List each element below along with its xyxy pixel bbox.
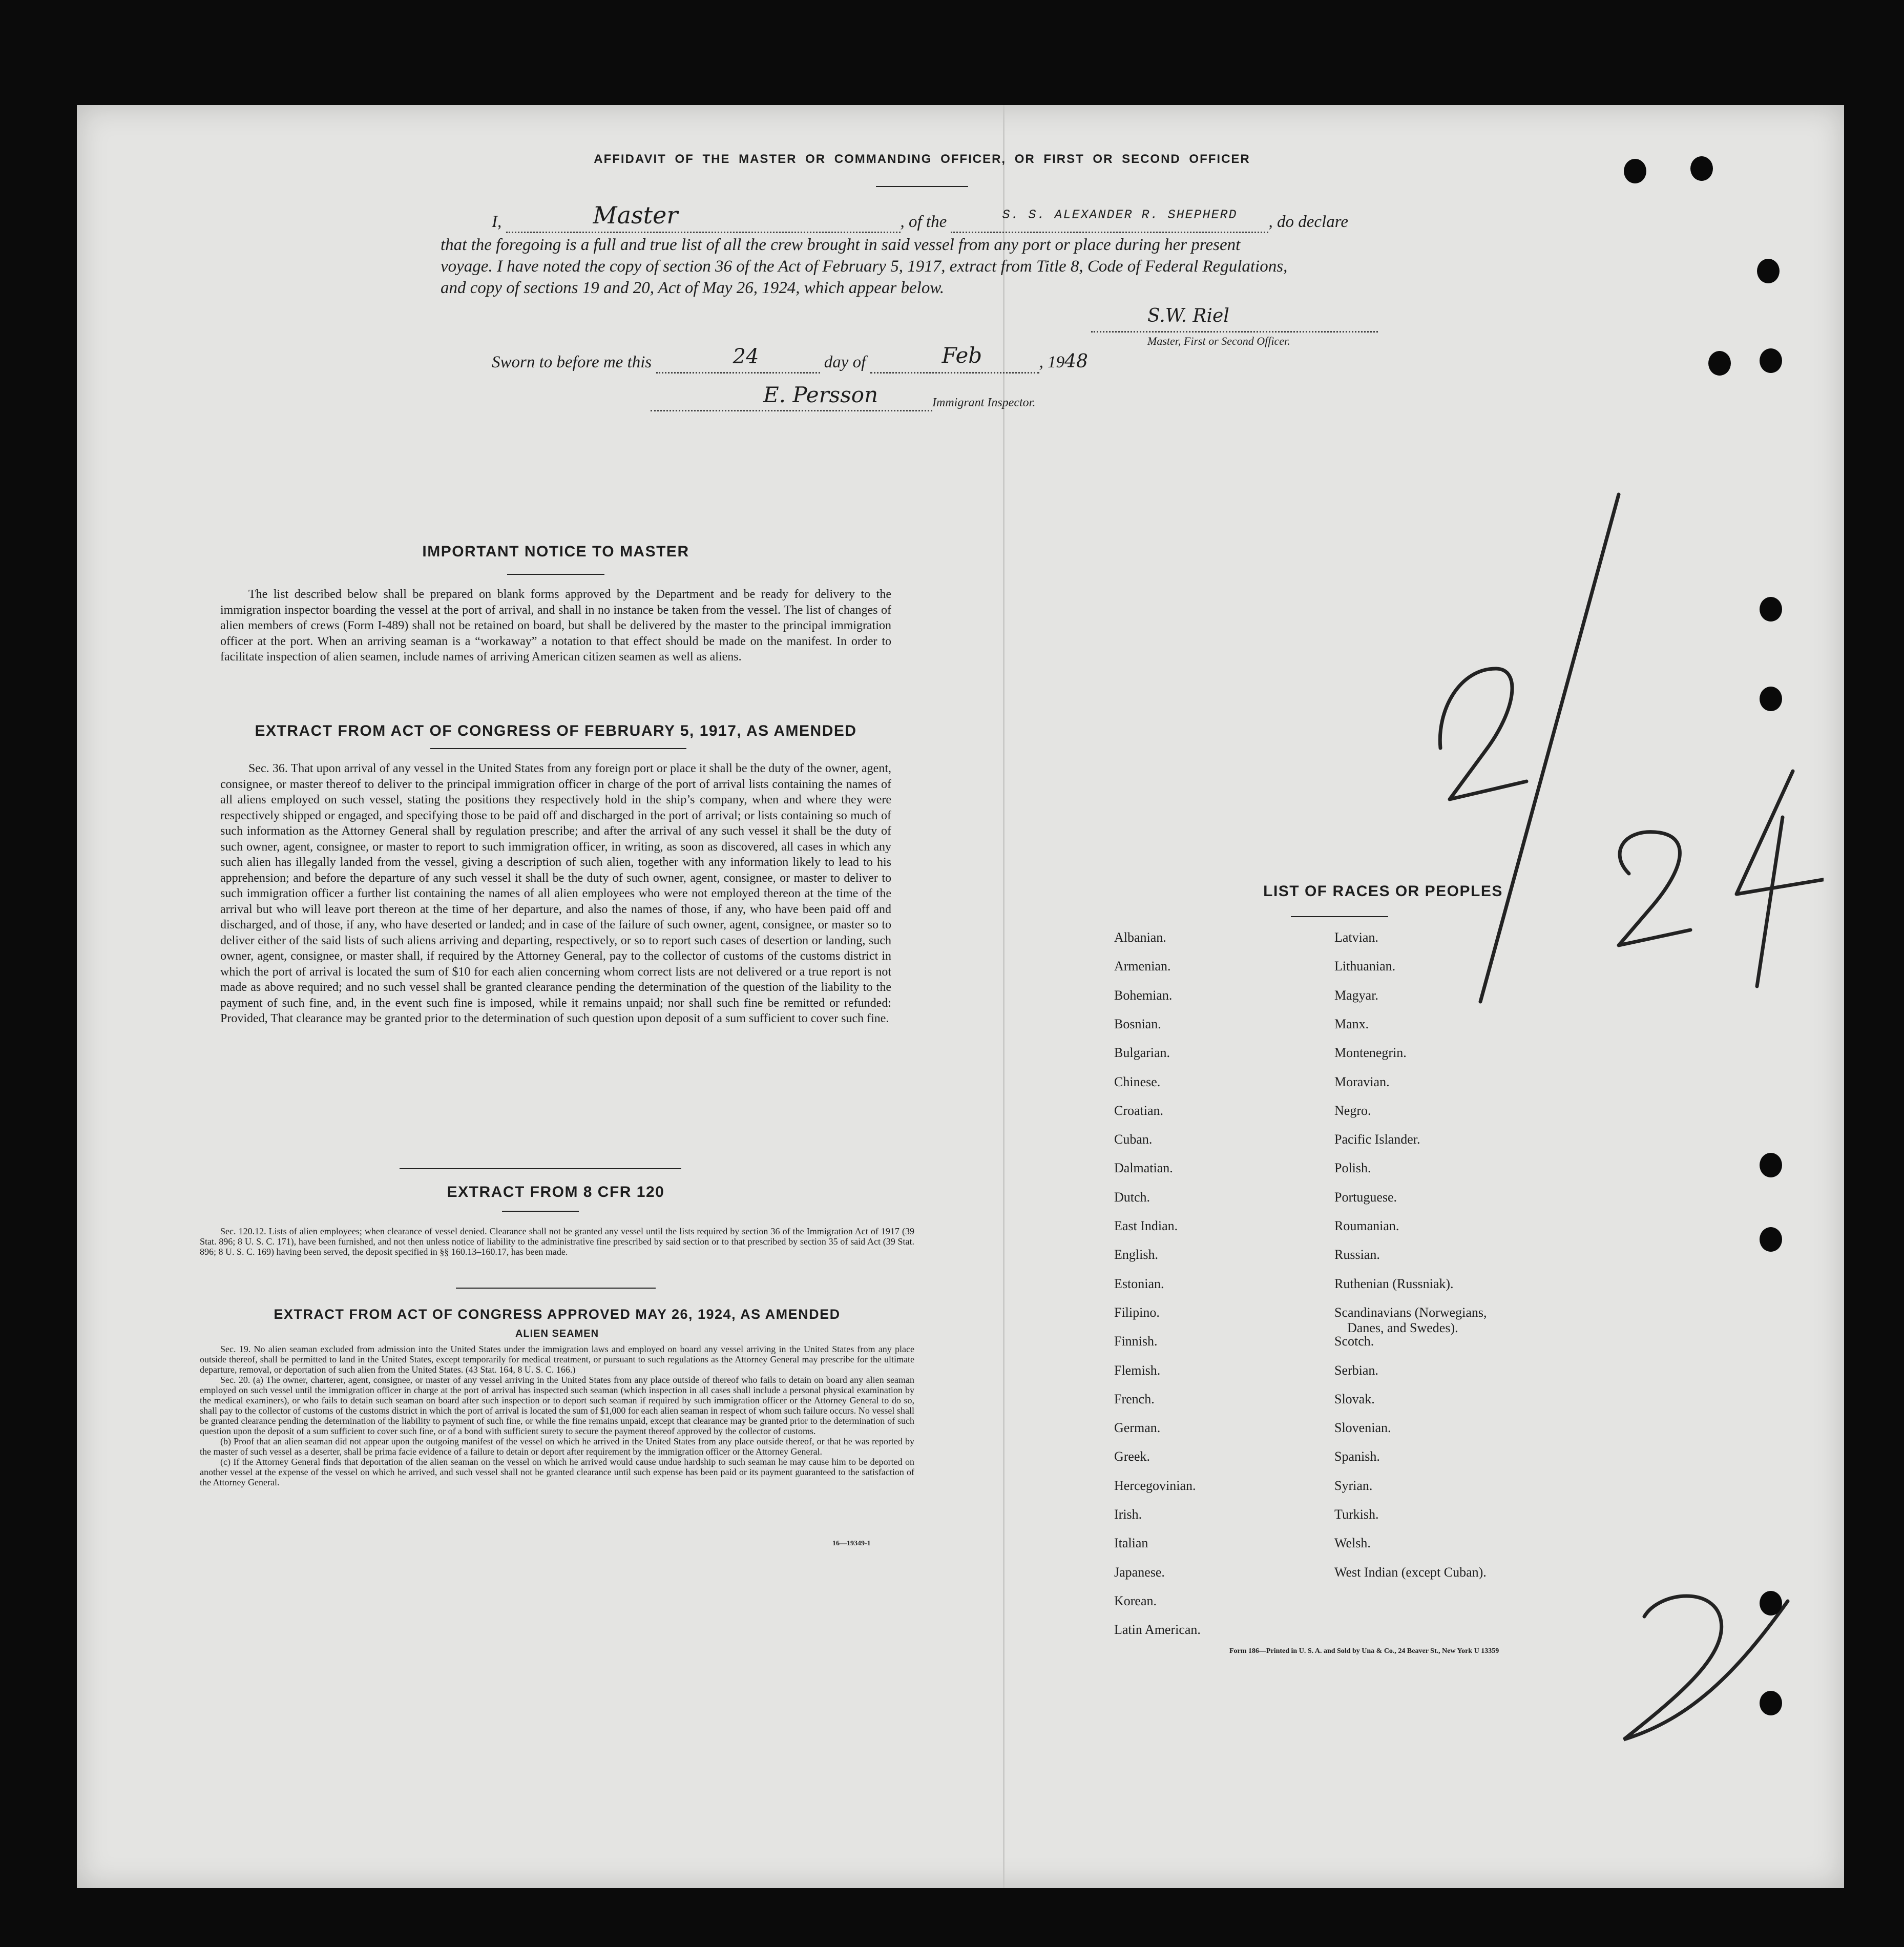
year-suffix: 48 bbox=[1064, 351, 1088, 372]
vessel-field bbox=[951, 208, 1268, 233]
race-item: Italian bbox=[1114, 1536, 1148, 1551]
race-item: Dutch. bbox=[1114, 1189, 1150, 1205]
race-item: Greek. bbox=[1114, 1449, 1150, 1464]
race-item: Portuguese. bbox=[1334, 1189, 1397, 1205]
date-stroke-2b bbox=[1619, 832, 1690, 945]
do-declare-text: , do declare bbox=[1268, 213, 1348, 231]
race-item: Danes, and Swedes). bbox=[1347, 1320, 1458, 1335]
race-item: English. bbox=[1114, 1247, 1158, 1262]
race-item: Armenian. bbox=[1114, 959, 1171, 974]
race-item: Hercegovinian. bbox=[1114, 1478, 1196, 1493]
race-item: Russian. bbox=[1334, 1247, 1380, 1262]
extract-1924-rule bbox=[456, 1288, 656, 1289]
sec20c-text: (c) If the Attorney General finds that deportation of the alien seaman on the vessel on which he arrived would cause undue hardship to such seaman he may cause him to be deported on another vessel at the expense of the vessel on which he arrived, and such vessel shall not be granted clearance until such expense has been paid or its payment guaranteed to the satisfaction of the Attorney General. bbox=[200, 1457, 914, 1487]
punch-hole bbox=[1624, 159, 1646, 183]
race-item: Syrian. bbox=[1334, 1478, 1373, 1493]
race-item: Irish. bbox=[1114, 1507, 1142, 1522]
sec19-text: Sec. 19. No alien seaman excluded from admission into the United States under the immigration laws and employed on board any vessel arriving in the United States from any place outside thereof, shall be permitted to land in the United States, except temporarily for medical treatment, or pursuant to such regulations as the Attorney General may prescribe for the ultimate departure, removal, or deportation of such alien from the United States. (43 Stat. 164, 8 U. S. C. 166.) bbox=[200, 1344, 914, 1375]
race-item: Latin American. bbox=[1114, 1622, 1201, 1638]
affidavit-line-1 bbox=[492, 201, 1348, 233]
cfr-title: EXTRACT FROM 8 CFR 120 bbox=[447, 1184, 665, 1200]
race-item: French. bbox=[1114, 1391, 1155, 1406]
race-item: Bosnian. bbox=[1114, 1016, 1161, 1031]
master-signature-line bbox=[1091, 307, 1378, 333]
punch-hole bbox=[1760, 1153, 1782, 1177]
cfr-body: Sec. 120.12. Lists of alien employees; when clearance of vessel denied. Clearance shall not be granted any vessel until the lists required by section 36 of the Immigration Act of 1917 (39 Stat. 896; 8 U. S. C. 171), have been furnished, and not then unless notice of liability to the administrative fine prescribed by said section or to that prescribed by section 35 of said Act (39 Stat. 896; 8 U. S. C. 169) having been served, the deposit specified in §§ 160.13–160.17, has been made. bbox=[200, 1226, 914, 1257]
race-item: Korean. bbox=[1114, 1593, 1157, 1608]
punch-hole bbox=[1757, 259, 1780, 283]
race-item: Welsh. bbox=[1334, 1536, 1371, 1551]
race-item: Albanian. bbox=[1114, 930, 1166, 945]
race-item: Cuban. bbox=[1114, 1132, 1153, 1147]
vessel-name: S. S. ALEXANDER R. SHEPHERD bbox=[1002, 208, 1238, 222]
sworn-day: 24 bbox=[733, 345, 759, 368]
punch-hole bbox=[1708, 351, 1731, 376]
race-item: Bohemian. bbox=[1114, 987, 1173, 1003]
cfr-rule-top bbox=[400, 1168, 681, 1169]
punch-hole bbox=[1690, 156, 1713, 181]
race-item: Polish. bbox=[1334, 1161, 1371, 1176]
date-stroke-2a bbox=[1440, 669, 1526, 799]
race-item: West Indian (except Cuban). bbox=[1334, 1564, 1487, 1580]
race-item: Pacific Islander. bbox=[1334, 1132, 1420, 1147]
date-slash bbox=[1480, 494, 1619, 1002]
race-item: Chinese. bbox=[1114, 1074, 1161, 1089]
race-item: Lithuanian. bbox=[1334, 959, 1396, 974]
inspector-caption: Immigrant Inspector. bbox=[932, 396, 1036, 409]
race-item: Montenegrin. bbox=[1334, 1045, 1407, 1061]
race-item: Roumanian. bbox=[1334, 1218, 1399, 1233]
sworn-month: Feb bbox=[941, 343, 982, 368]
document-page bbox=[77, 105, 1844, 1888]
race-item: Negro. bbox=[1334, 1103, 1371, 1118]
master-signature: S.W. Riel bbox=[1147, 305, 1229, 326]
race-item: Estonian. bbox=[1114, 1276, 1164, 1291]
sworn-text: Sworn to before me this bbox=[492, 353, 652, 371]
affidavit-line-4: and copy of sections 19 and 20, Act of May 26, 1924, which appear below. bbox=[441, 279, 945, 297]
race-item: Slovenian. bbox=[1334, 1420, 1391, 1436]
sworn-month-field bbox=[870, 343, 1039, 374]
race-item: Japanese. bbox=[1114, 1564, 1165, 1580]
race-item: Filipino. bbox=[1114, 1304, 1160, 1320]
punch-hole bbox=[1760, 597, 1782, 622]
extract-1917-rule bbox=[430, 748, 686, 749]
sworn-day-field bbox=[656, 345, 820, 374]
race-item: German. bbox=[1114, 1420, 1161, 1436]
extract-1917-title: EXTRACT FROM ACT OF CONGRESS OF FEBRUARY 5, 1917, AS AMENDED bbox=[255, 722, 857, 739]
of-the-text: , of the bbox=[900, 213, 947, 231]
affidavit-line-2: that the foregoing is a full and true list of all the crew brought in said vessel from any port or place during her present bbox=[441, 236, 1241, 254]
punch-hole bbox=[1760, 1227, 1782, 1252]
race-item: Slovak. bbox=[1334, 1391, 1375, 1406]
punch-hole bbox=[1760, 1691, 1782, 1715]
race-item: Scandinavians (Norwegians, bbox=[1334, 1304, 1487, 1320]
inspector-signature: E. Persson bbox=[763, 382, 878, 407]
line1-prefix: I, bbox=[492, 213, 502, 231]
day-of-text: day of bbox=[824, 353, 866, 371]
race-item: Finnish. bbox=[1114, 1334, 1158, 1349]
punch-hole bbox=[1760, 348, 1782, 373]
extract-1917-body: Sec. 36. That upon arrival of any vessel in the United States from any foreign port or place it shall be the duty of the owner, agent, consignee, or master thereof to deliver to the principal immigration officer in charge of the port of arrival lists containing the names of all aliens employed on such vessel, stating the positions they respectively hold in the ship’s company, when and where they were respectively shipped or engaged, and specifying those to be paid off and discharged in the port of arrival; or lists containing so much of such information as the Attorney General shall by regulation prescribe; and after the arrival of any such vessel it shall be the duty of such owner, agent, consignee, or master to report to such immigration officer, in writing, as soon as discovered, all cases in which any such alien has illegally landed from the vessel, giving a description of such alien, together with any information likely to lead to his apprehension; and before the departure of any such vessel it shall be the duty of such owner, agent, consignee, or master to deliver to such immigration officer a further list containing the names of all alien employees who were not employed thereon at the time of the arrival but who will leave port thereon at the time of her departure, and also the names of those, if any, who have been paid off and discharged, and of those, if any, who have deserted or landed; and in case of the failure of such owner, agent, consignee, or master so to deliver either of the said lists of such aliens arriving and departing, respectively, or so to report such cases of desertion or landing, such owner, agent, consignee, or master shall, if required by the Attorney General, pay to the collector of customs of the customs district in which the port of arrival is located the sum of $10 for each alien concerning whom correct lists are not delivered or a true report is not made as above required; and no such vessel shall be granted clearance pending the determination of the question of the liability to the payment of such fine, and, in the event such fine is imposed, while it remains unpaid; nor shall such fine be remitted or refunded: Provided, That clearance may be granted prior to the determination of such question upon deposit of a sum sufficient to cover such fine. bbox=[220, 762, 891, 1025]
notice-title: IMPORTANT NOTICE TO MASTER bbox=[422, 543, 689, 560]
race-item: Magyar. bbox=[1334, 987, 1378, 1003]
master-field bbox=[506, 201, 901, 233]
affidavit-title: AFFIDAVIT OF THE MASTER OR COMMANDING OFFICER, OR FIRST OR SECOND OFFICER bbox=[594, 152, 1250, 166]
title-rule bbox=[876, 186, 968, 187]
master-handwritten: Master bbox=[593, 201, 678, 229]
notice-rule bbox=[507, 574, 604, 575]
race-item: Croatian. bbox=[1114, 1103, 1164, 1118]
master-caption: Master, First or Second Officer. bbox=[1147, 335, 1290, 347]
notice-body: The list described below shall be prepared on blank forms approved by the Department and be ready for delivery to the immigration inspector boarding the vessel at the port of arrival, and shall in no instance be taken from the vessel. The list of changes of alien members of crews (Form I-489) shall not be retained on board, but shall be delivered by the master to the principal immigration officer at the port. When an arriving seaman is a “workaway” a notation to that effect should be made on the manifest. In order to facilitate inspection of alien seamen, include names of arriving American citizen seamen as well as aliens. bbox=[220, 588, 891, 664]
sec20b-text: (b) Proof that an alien seaman did not appear upon the outgoing manifest of the vessel on which he arrived in the United States from any place outside thereof, or that he was reported by the master of such vessel as a deserter, shall be prima facie evidence of a failure to detain or deport after requirement by the immigration officer or the Attorney General. bbox=[200, 1436, 914, 1457]
race-item: Ruthenian (Russniak). bbox=[1334, 1276, 1454, 1291]
race-item: Manx. bbox=[1334, 1016, 1369, 1031]
sec20a-text: Sec. 20. (a) The owner, charterer, agent, consignee, or master of any vessel arriving in the United States from any place outside of thereof who fails to detain on board any alien seaman employed on such vessel until the immigration officer in charge at the port of arrival has inspected such seaman (which inspection in all cases shall include a personal physical examination by the medical examiners), or who fails to detain such seaman on board after such inspection or to deport such seaman if required by such immigration officer or the Attorney General to do so, shall pay to the collector of customs of the customs district in which the port of arrival is located the sum of $1,000 for each alien seaman in respect of whom such failure occurs. No vessel shall be granted clearance pending the determination of the liability to payment of such fine, or while the fine remains unpaid, except that clearance may be granted prior to the determination of such question upon the deposit of a sum sufficient to cover such fine, or of a bond with sufficient surety to secure the payment thereof approved by the collector of customs. bbox=[200, 1375, 914, 1436]
date-annotation-svg bbox=[1332, 382, 1824, 1027]
corner-number-stroke bbox=[1624, 1596, 1788, 1739]
race-item: Bulgarian. bbox=[1114, 1045, 1170, 1061]
sworn-line bbox=[492, 343, 1088, 374]
races-title: LIST OF RACES OR PEOPLES bbox=[1263, 883, 1503, 900]
corner-number-svg bbox=[1614, 1581, 1829, 1750]
race-item: Flemish. bbox=[1114, 1362, 1161, 1378]
affidavit-line-3: voyage. I have noted the copy of section 36 of the Act of February 5, 1917, extract from Title 8, Code of Federal Regulations, bbox=[441, 257, 1288, 276]
inspector-signature-line bbox=[651, 384, 932, 411]
footer-form-line: Form 186—Printed in U. S. A. and Sold by Una & Co., 24 Beaver St., New York U 13359 bbox=[1229, 1647, 1499, 1655]
race-item: Serbian. bbox=[1334, 1362, 1378, 1378]
form-code: 16—19349-1 bbox=[832, 1540, 871, 1547]
race-item: Spanish. bbox=[1334, 1449, 1380, 1464]
race-item: Scotch. bbox=[1334, 1334, 1374, 1349]
year-prefix: , 19 bbox=[1039, 353, 1065, 371]
punch-hole bbox=[1760, 1591, 1782, 1615]
race-item: Moravian. bbox=[1334, 1074, 1390, 1089]
race-item: Latvian. bbox=[1334, 930, 1378, 945]
race-item: Dalmatian. bbox=[1114, 1161, 1173, 1176]
extract-1924-body bbox=[200, 1344, 914, 1487]
race-item: Turkish. bbox=[1334, 1507, 1379, 1522]
race-item: East Indian. bbox=[1114, 1218, 1178, 1233]
punch-hole bbox=[1760, 687, 1782, 711]
extract-1924-subtitle: ALIEN SEAMEN bbox=[515, 1328, 599, 1339]
extract-1924-title: EXTRACT FROM ACT OF CONGRESS APPROVED MAY 26, 1924, AS AMENDED bbox=[274, 1307, 841, 1322]
cfr-rule-bottom bbox=[502, 1211, 579, 1212]
